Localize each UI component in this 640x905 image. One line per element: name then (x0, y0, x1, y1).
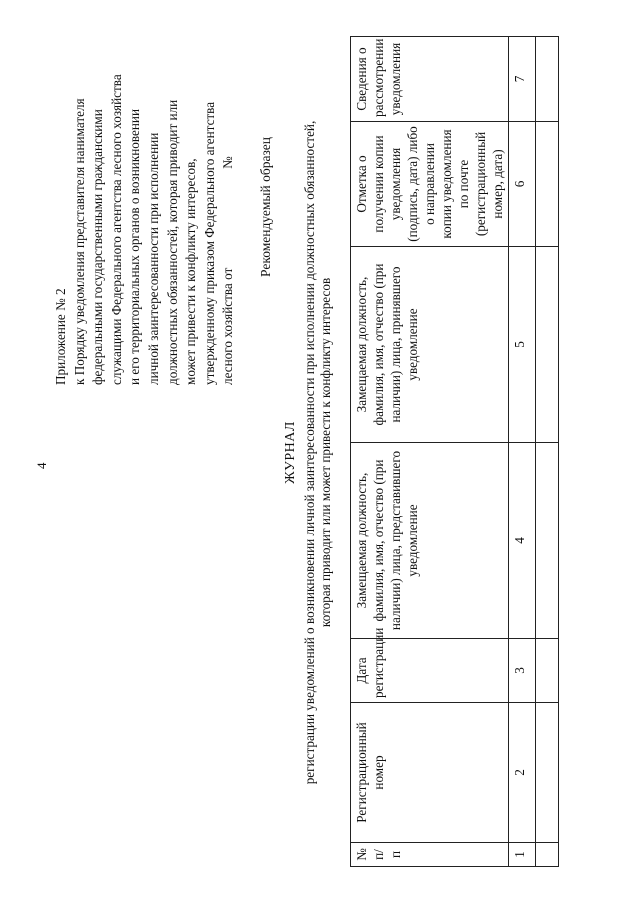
column-number-cell: 2 (509, 703, 536, 843)
table-header-row (351, 37, 509, 867)
appendix-line: Приложение № 2 (53, 288, 68, 385)
appendix-line: личной заинтересованности при исполнении (145, 132, 161, 385)
table-header-cell: Регистрационный номер (351, 703, 509, 843)
table-header-cell: Отметка о получении копии уведомления (подпись, дата) либо о направлении копии уведомления по почте (регистрационный номер, дата) (351, 122, 509, 247)
page-number: 4 (34, 462, 49, 469)
table-row (509, 37, 536, 867)
journal-title: ЖУРНАЛ (283, 421, 298, 484)
empty-cell (536, 443, 559, 639)
column-number-cell: 6 (509, 122, 536, 247)
empty-cell (536, 122, 559, 247)
column-number-cell: 4 (509, 443, 536, 639)
appendix-line: и его территориальных органов о возникновении (127, 108, 143, 385)
empty-cell (536, 843, 559, 867)
appendix-block (52, 55, 238, 385)
table-header-cell: Дата регистрации (351, 639, 509, 703)
appendix-line: утвержденному приказом Федерального агентства (201, 101, 217, 385)
column-number-cell: 7 (509, 37, 536, 122)
appendix-line: должностных обязанностей, которая приводит или (164, 99, 180, 385)
table-header-cell: Замещаемая должность, фамилия, имя, отчество (при наличии) лица, принявшего уведомление (351, 247, 509, 443)
column-number-cell: 5 (509, 247, 536, 443)
journal-subtitle-line: регистрации уведомлений о возникновении личной заинтересованности при исполнении должностных обязанностей, (302, 120, 317, 785)
empty-cell (536, 703, 559, 843)
appendix-line: лесного хозяйства от № (220, 156, 236, 385)
appendix-line: к Порядку уведомления представителя нанимателя (71, 98, 87, 385)
empty-cell (536, 37, 559, 122)
table-header-cell: № п/п (351, 843, 509, 867)
appendix-line: может привести к конфликту интересов, (183, 158, 199, 385)
column-number-cell: 3 (509, 639, 536, 703)
journal-table (350, 36, 559, 867)
empty-cell (536, 247, 559, 443)
sample-label: Рекомендуемый образец (258, 136, 273, 277)
table-header-cell: Сведения о рассмотрении уведомления (351, 37, 509, 122)
journal-subtitle-line: которая приводит или может привести к конфликту интересов (318, 277, 333, 628)
table-header-cell: Замещаемая должность, фамилия, имя, отчество (при наличии) лица, представившего уведомление (351, 443, 509, 639)
empty-cell (536, 639, 559, 703)
journal-subtitle (302, 0, 334, 905)
column-number-cell: 1 (509, 843, 536, 867)
table-row (536, 37, 559, 867)
appendix-line: служащими Федерального агентства лесного хозяйства (108, 74, 124, 385)
appendix-line: федеральными государственными гражданскими (90, 109, 106, 385)
